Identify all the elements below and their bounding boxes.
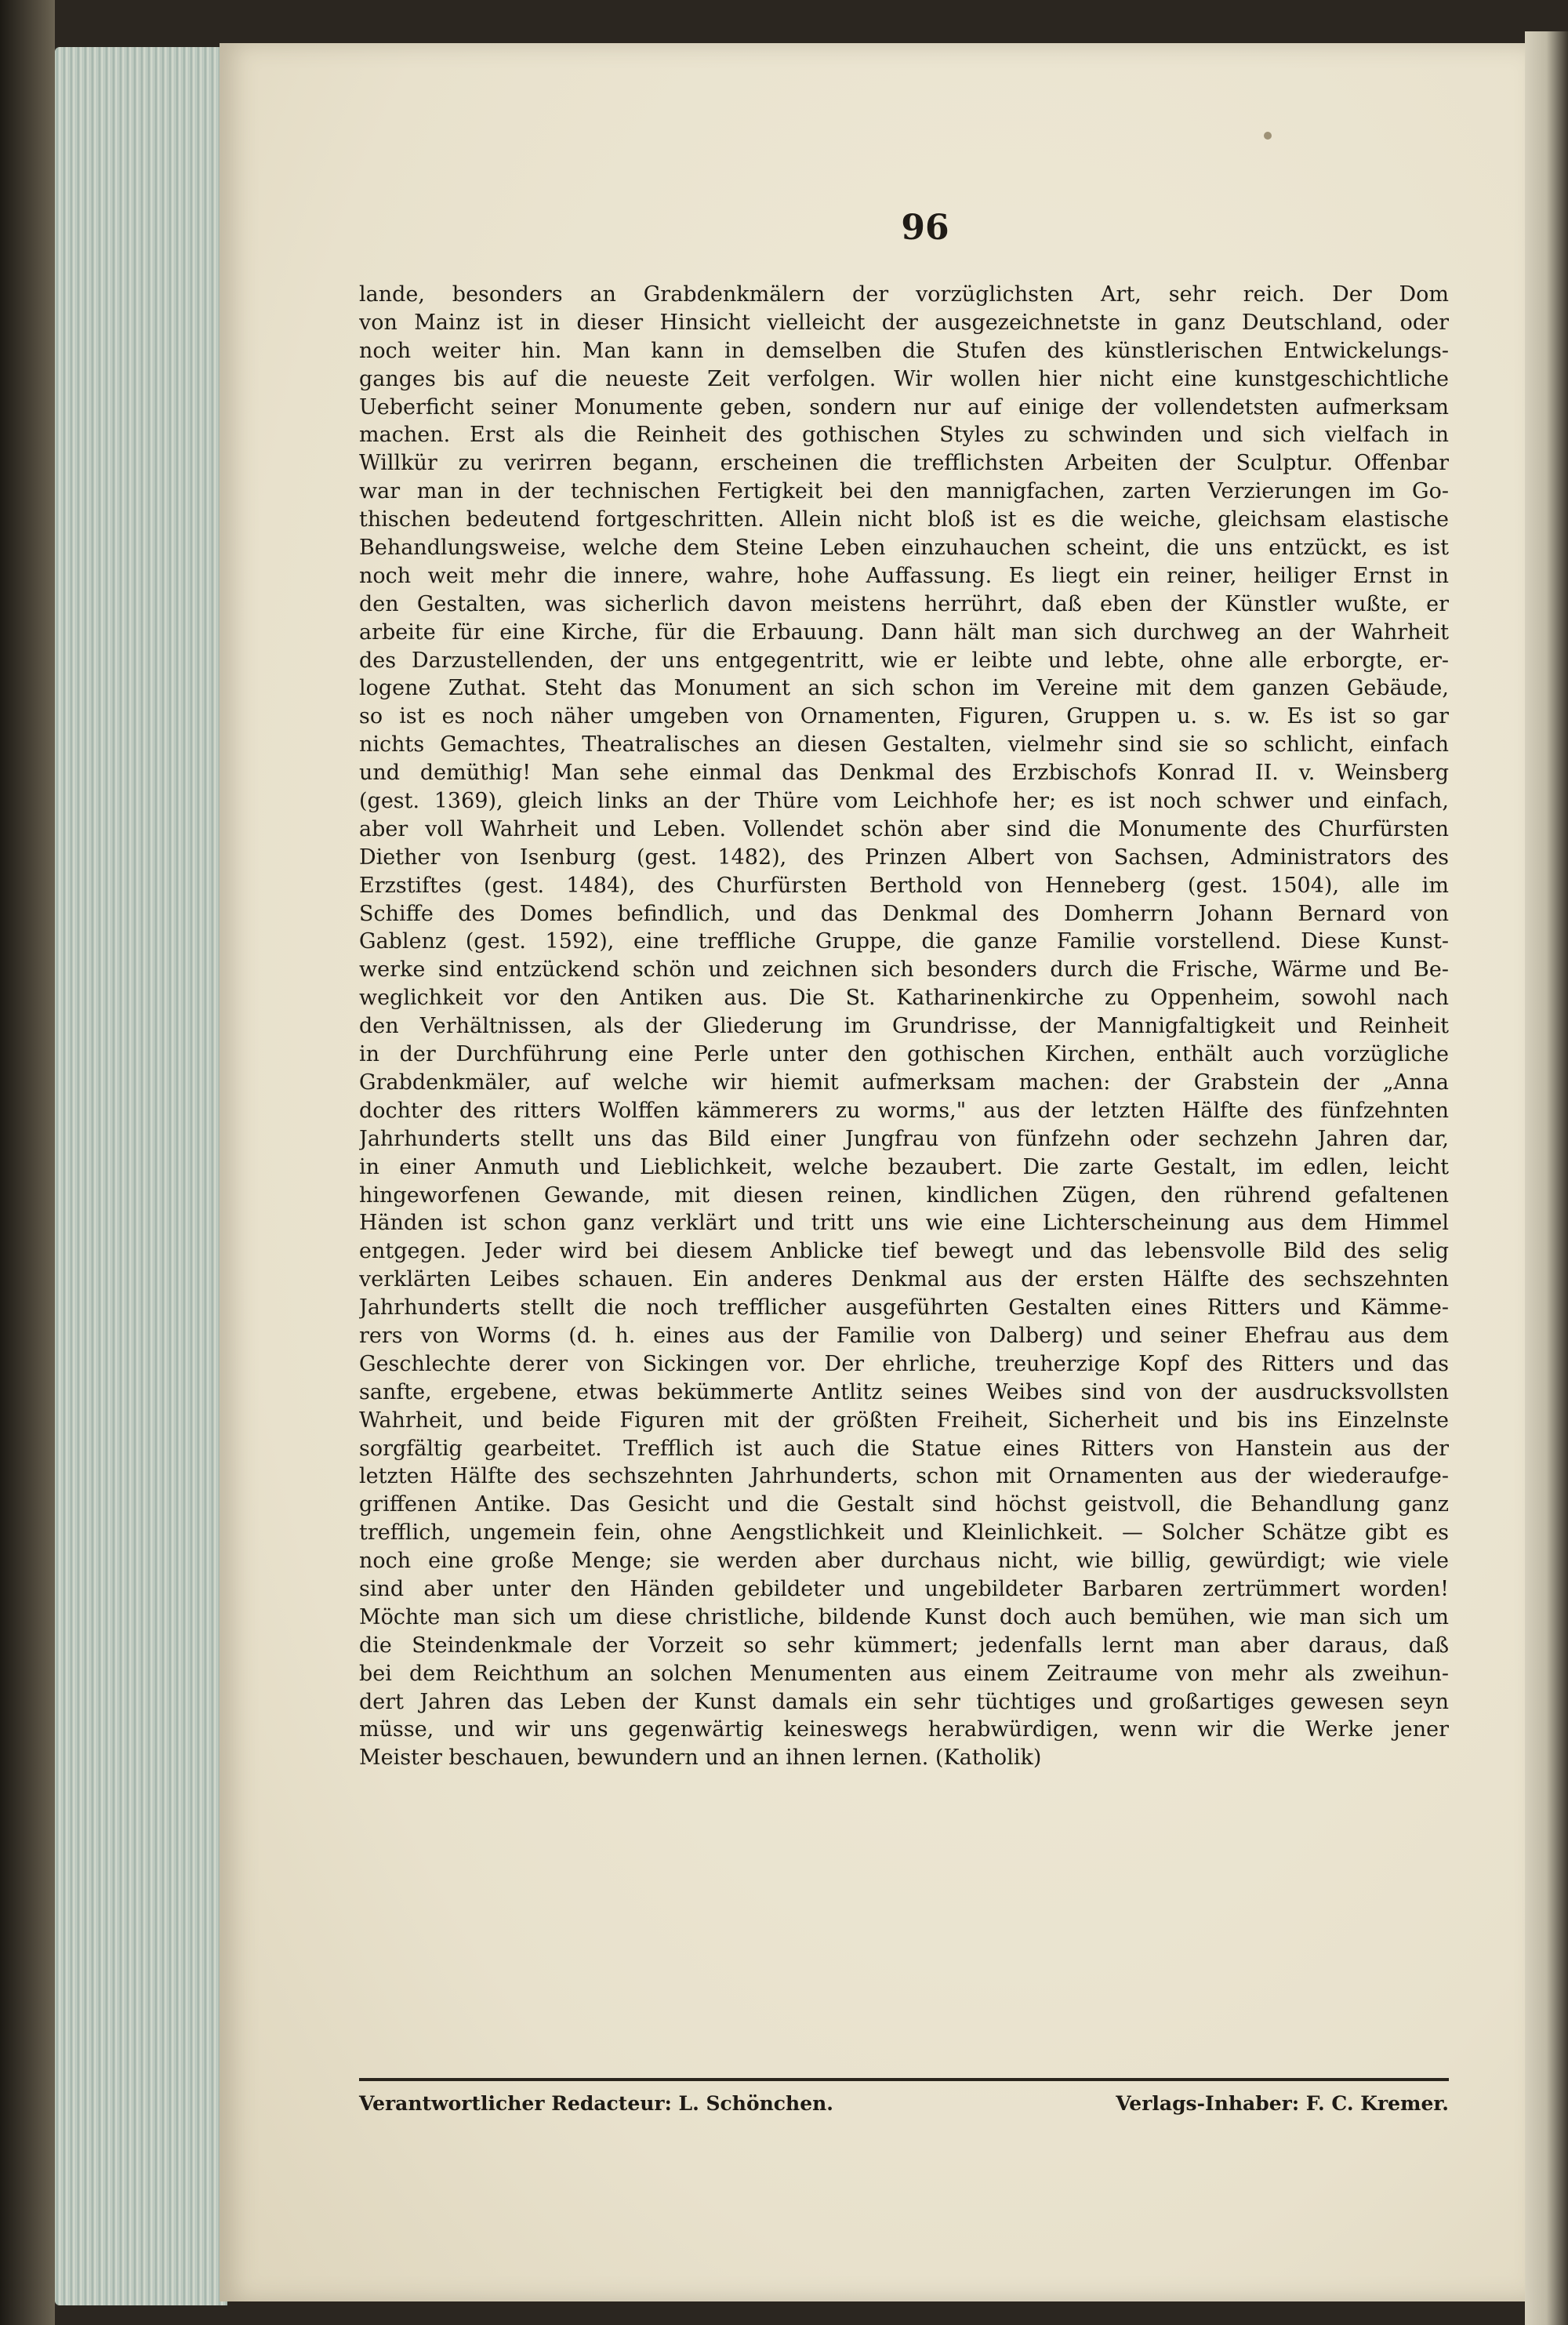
text-line: den Verhältnissen, als der Gliederung im Grundrisse, der Mannigfaltigkeit und Reinheit: [359, 1014, 1449, 1039]
text-line: Behandlungsweise, welche dem Steine Leben einzuhauchen scheint, die uns entzückt, es ist: [359, 536, 1449, 561]
text-line: werke sind entzückend schön und zeichnen sich besonders durch die Frische, Wärme und Be-: [359, 957, 1449, 983]
text-line: verklärten Leibes schauen. Ein anderes Denkmal aus der ersten Hälfte des sechszehnten: [359, 1267, 1449, 1292]
text-line: hingeworfenen Gewande, mit diesen reinen, kindlichen Zügen, den rührend gefaltenen: [359, 1182, 1449, 1208]
text-line: arbeite für eine Kirche, für die Erbauung. Dann hält man sich durchweg an der Wahrheit: [359, 619, 1449, 645]
text-line: (gest. 1369), gleich links an der Thüre vom Leichhofe her; es ist noch schwer und einfach,: [359, 789, 1449, 814]
text-line: ganges bis auf die neueste Zeit verfolgen. Wir wollen hier nicht eine kunstgeschichtliche: [359, 366, 1449, 391]
text-line: in der Durchführung eine Perle unter den gothischen Kirchen, enthält auch vorzügliche: [359, 1042, 1449, 1067]
text-line: Jahrhunderts stellt uns das Bild einer Jungfrau von fünfzehn oder sechzehn Jahren dar,: [359, 1126, 1449, 1151]
text-line: noch weiter hin. Man kann in demselben die Stufen des künstlerischen Entwickelungs-: [359, 338, 1449, 363]
text-line: den Gestalten, was sicherlich davon meistens herrührt, daß eben der Künstler wußte, er: [359, 591, 1449, 616]
text-line: des Darzustellenden, der uns entgegentritt, wie er leibte und lebte, ohne alle erborgte, er-: [359, 648, 1449, 673]
page-edges: [55, 47, 227, 2305]
text-line: trefflich, ungemein fein, ohne Aengstlichkeit und Kleinlichkeit. — Solcher Schätze gibt es: [359, 1520, 1449, 1546]
text-line: Meister beschauen, bewundern und an ihnen lernen. (Katholik): [359, 1746, 1042, 1771]
article-text: [359, 281, 1449, 1772]
facing-page-edge: [1525, 31, 1568, 2325]
text-line: sanfte, ergebene, etwas bekümmerte Antlitz seines Weibes sind von der ausdrucksvollsten: [359, 1379, 1449, 1404]
text-line: Gablenz (gest. 1592), eine treffliche Gruppe, die ganze Familie vorstellend. Diese Kunst-: [359, 929, 1449, 954]
text-line: logene Zuthat. Steht das Monument an sich schon im Vereine mit dem ganzen Gebäude,: [359, 676, 1449, 701]
text-line: Grabdenkmäler, auf welche wir hiemit aufmerksam machen: der Grabstein der „Anna: [359, 1070, 1449, 1095]
text-line: machen. Erst als die Reinheit des gothischen Styles zu schwinden und sich vielfach in: [359, 423, 1449, 448]
text-line: aber voll Wahrheit und Leben. Vollendet schön aber sind die Monumente des Churfürsten: [359, 816, 1449, 841]
text-line: sind aber unter den Händen gebildeter und ungebildeter Barbaren zertrümmert worden!: [359, 1576, 1449, 1601]
ink-spot: [1264, 132, 1272, 140]
text-line: noch weit mehr die innere, wahre, hohe Auffassung. Es liegt ein reiner, heiliger Ernst in: [359, 563, 1449, 588]
text-line: Ueberficht seiner Monumente geben, sondern nur auf einige der vollendetsten aufmerksam: [359, 394, 1449, 420]
text-line: griffenen Antike. Das Gesicht und die Gestalt sind höchst geistvoll, die Behandlung ganz: [359, 1492, 1449, 1517]
text-line: Wahrheit, und beide Figuren mit der größten Freiheit, Sicherheit und bis ins Einzelnste: [359, 1408, 1449, 1433]
text-line: so ist es noch näher umgeben von Ornamenten, Figuren, Gruppen u. s. w. Es ist so gar: [359, 704, 1449, 729]
text-line: Händen ist schon ganz verklärt und tritt uns wie eine Lichterscheinung aus dem Himmel: [359, 1211, 1449, 1236]
text-line: dert Jahren das Leben der Kunst damals ein sehr tüchtiges und großartiges gewesen seyn: [359, 1689, 1449, 1714]
book-spine-shadow: [0, 0, 55, 2325]
text-line: Willkür zu verirren begann, erscheinen die trefflichsten Arbeiten der Sculptur. Offenbar: [359, 451, 1449, 476]
text-line: lande, besonders an Grabdenkmälern der vorzüglichsten Art, sehr reich. Der Dom: [359, 282, 1449, 307]
footer-publisher: Verlags-Inhaber: F. C. Kremer.: [1116, 2092, 1449, 2115]
text-line: Schiffe des Domes befindlich, und das Denkmal des Domherrn Johann Bernard von: [359, 901, 1449, 926]
text-line: Diether von Isenburg (gest. 1482), des Prinzen Albert von Sachsen, Administrators des: [359, 845, 1449, 870]
text-line: die Steindenkmale der Vorzeit so sehr kümmert; jedenfalls lernt man aber daraus, daß: [359, 1633, 1449, 1658]
text-line: weglichkeit vor den Antiken aus. Die St. Katharinenkirche zu Oppenheim, sowohl nach: [359, 986, 1449, 1011]
text-line: sorgfältig gearbeitet. Trefflich ist auch die Statue eines Ritters von Hanstein aus der: [359, 1436, 1449, 1461]
footer-rule: [359, 2078, 1449, 2081]
text-line: noch eine große Menge; sie werden aber durchaus nicht, wie billig, gewürdigt; wie viele: [359, 1549, 1449, 1574]
text-line: entgegen. Jeder wird bei diesem Anblicke tief bewegt und das lebensvolle Bild des selig: [359, 1239, 1449, 1264]
text-line: in einer Anmuth und Lieblichkeit, welche bezaubert. Die zarte Gestalt, im edlen, leicht: [359, 1154, 1449, 1179]
text-line: nichts Gemachtes, Theatralisches an diesen Gestalten, vielmehr sind sie so schlicht, einfach: [359, 732, 1449, 757]
text-line: bei dem Reichthum an solchen Menumenten aus einem Zeitraume von mehr als zweihun-: [359, 1661, 1449, 1686]
text-line: letzten Hälfte des sechszehnten Jahrhunderts, schon mit Ornamenten aus der wiederaufge-: [359, 1464, 1449, 1489]
text-line: rers von Worms (d. h. eines aus der Familie von Dalberg) und seiner Ehefrau aus dem: [359, 1323, 1449, 1348]
text-line: von Mainz ist in dieser Hinsicht vielleicht der ausgezeichnetste in ganz Deutschland, oder: [359, 310, 1449, 335]
text-line: thischen bedeutend fortgeschritten. Allein nicht bloß ist es die weiche, gleichsam elastische: [359, 507, 1449, 532]
text-line: und demüthig! Man sehe einmal das Denkmal des Erzbischofs Konrad II. v. Weinsberg: [359, 761, 1449, 786]
text-line: Erzstiftes (gest. 1484), des Churfürsten Berthold von Henneberg (gest. 1504), alle im: [359, 873, 1449, 898]
text-line: war man in der technischen Fertigkeit bei den mannigfachen, zarten Verzierungen im Go-: [359, 479, 1449, 504]
page-number: 96: [901, 208, 949, 248]
text-line: Geschlechte derer von Sickingen vor. Der ehrliche, treuherzige Kopf des Ritters und das: [359, 1351, 1449, 1376]
text-line: müsse, und wir uns gegenwärtig keineswegs herabwürdigen, wenn wir die Werke jener: [359, 1717, 1449, 1742]
footer-editor: Verantwortlicher Redacteur: L. Schönchen.: [359, 2092, 833, 2115]
text-line: Möchte man sich um diese christliche, bildende Kunst doch auch bemühen, wie man sich um: [359, 1604, 1449, 1629]
text-line: dochter des ritters Wolffen kämmerers zu worms," aus der letzten Hälfte des fünfzehnten: [359, 1098, 1449, 1123]
text-line: Jahrhunderts stellt die noch trefflicher ausgeführten Gestalten eines Ritters und Kämme-: [359, 1295, 1449, 1321]
